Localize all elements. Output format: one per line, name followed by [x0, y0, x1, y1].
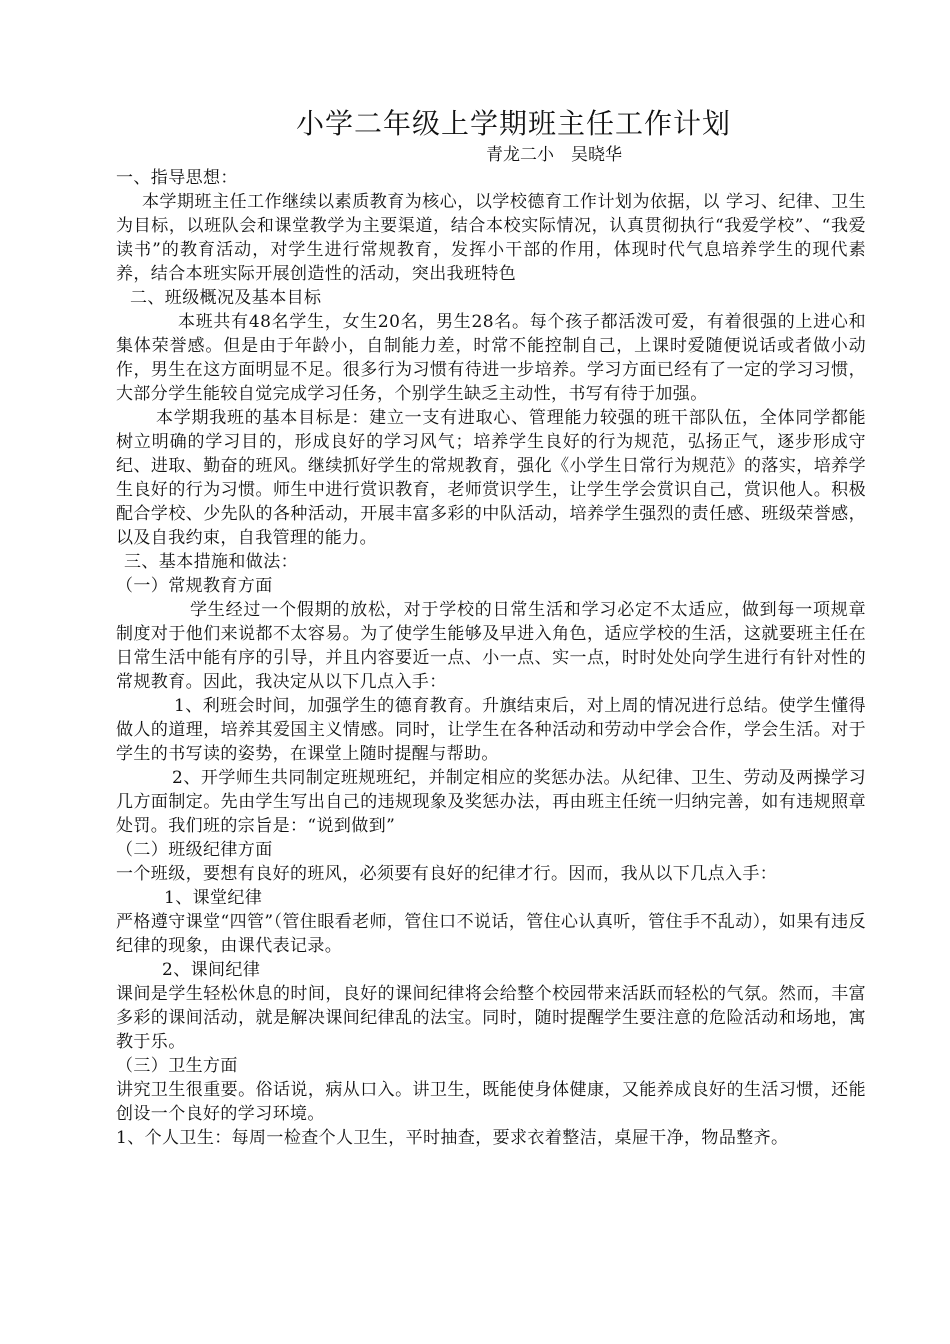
item-heading-classroom-discipline: 1、课堂纪律	[164, 888, 263, 908]
paragraph: 严格遵守课堂“四管”（管住眼看老师，管住口不说话，管住心认真听，管住手不乱动），如果有违反纪律的现象，由课代表记录。	[116, 912, 866, 956]
section-heading-guiding-ideology: 一、指导思想：	[116, 168, 238, 188]
paragraph: 1、个人卫生：每周一检查个人卫生，平时抽查，要求衣着整洁，桌屉干净，物品整齐。	[116, 1128, 789, 1148]
paragraph: 课间是学生轻松休息的时间，良好的课间纪律将会给整个校园带来活跃而轻松的气氛。然而，丰富多彩的课间活动，就是解决课间纪律乱的法宝。同时，随时提醒学生要注意的危险活动和场地，寓教于乐。	[116, 984, 866, 1052]
subsection-heading-routine-education: （一）常规教育方面	[116, 576, 273, 596]
paragraph: 1、利班会时间，加强学生的德育教育。升旗结束后，对上周的情况进行总结。使学生懂得做人的道理，培养其爱国主义情感。同时，让学生在各种活动和劳动中学会合作，学会生活。对于学生的书写读的姿势，在课堂上随时提醒与帮助。	[116, 696, 866, 764]
section-heading-measures: 三、基本措施和做法：	[124, 552, 298, 572]
paragraph: 讲究卫生很重要。俗话说，病从口入。讲卫生，既能使身体健康，又能养成良好的生活习惯，还能创设一个良好的学习环境。	[116, 1080, 866, 1124]
section-heading-class-overview: 二、班级概况及基本目标	[130, 288, 322, 308]
paragraph: 本班共有48名学生，女生20名，男生28名。每个孩子都活泼可爱，有着很强的上进心和集体荣誉感。但是由于年龄小，自制能力差，时常不能控制自己，上课时爱随便说话或者做小动作，男生在这方面明显不足。很多行为习惯有待进一步培养。学习方面已经有了一定的学习习惯，大部分学生能较自觉完成学习任务，个别学生缺乏主动性，书写有待于加强。	[116, 312, 866, 404]
paragraph: 本学期我班的基本目标是：建立一支有进取心、管理能力较强的班干部队伍，全体同学都能树立明确的学习目的，形成良好的学习风气；培养学生良好的行为规范，弘扬正气，逐步形成守纪、进取、勤奋的班风。继续抓好学生的常规教育，强化《小学生日常行为规范》的落实，培养学生良好的行为习惯。师生中进行赏识教育，老师赏识学生，让学生学会赏识自己，赏识他人。积极配合学校、少先队的各种活动，开展丰富多彩的中队活动，培养学生强烈的责任感、班级荣誉感，以及自我约束，自我管理的能力。	[116, 408, 866, 548]
paragraph: 本学期班主任工作继续以素质教育为核心，以学校德育工作计划为依据，以 学习、纪律、卫生为目标，以班队会和课堂教学为主要渠道，结合本校实际情况，认真贯彻执行“我爱学校”、“我爱读书”的教育活动，对学生进行常规教育，发挥小干部的作用，体现时代气息培养学生的现代素养，结合本班实际开展创造性的活动，突出我班特色	[116, 192, 866, 284]
document-page	[116, 104, 866, 1150]
paragraph: 学生经过一个假期的放松，对于学校的日常生活和学习必定不太适应，做到每一项规章制度对于他们来说都不太容易。为了使学生能够及早进入角色，适应学校的生活，这就要班主任在日常生活中能有序的引导，并且内容要近一点、小一点、实一点，时时处处向学生进行有针对性的常规教育。因此，我决定从以下几点入手：	[116, 600, 866, 692]
page-title: 小学二年级上学期班主任工作计划	[295, 107, 731, 140]
paragraph: 2、开学师生共同制定班规班纪，并制定相应的奖惩办法。从纪律、卫生、劳动及两操学习几方面制定。先由学生写出自己的违规现象及奖惩办法，再由班主任统一归纳完善，如有违规照章处罚。我们班的宗旨是：“说到做到”	[116, 768, 866, 836]
paragraph: 一个班级，要想有良好的班风，必须要有良好的纪律才行。因而，我从以下几点入手：	[116, 864, 778, 884]
item-heading-break-discipline: 2、课间纪律	[162, 960, 261, 980]
author-line: 青龙二小 吴晓华	[486, 145, 622, 165]
subsection-heading-hygiene: （三）卫生方面	[116, 1056, 238, 1076]
subsection-heading-discipline: （二）班级纪律方面	[116, 840, 273, 860]
